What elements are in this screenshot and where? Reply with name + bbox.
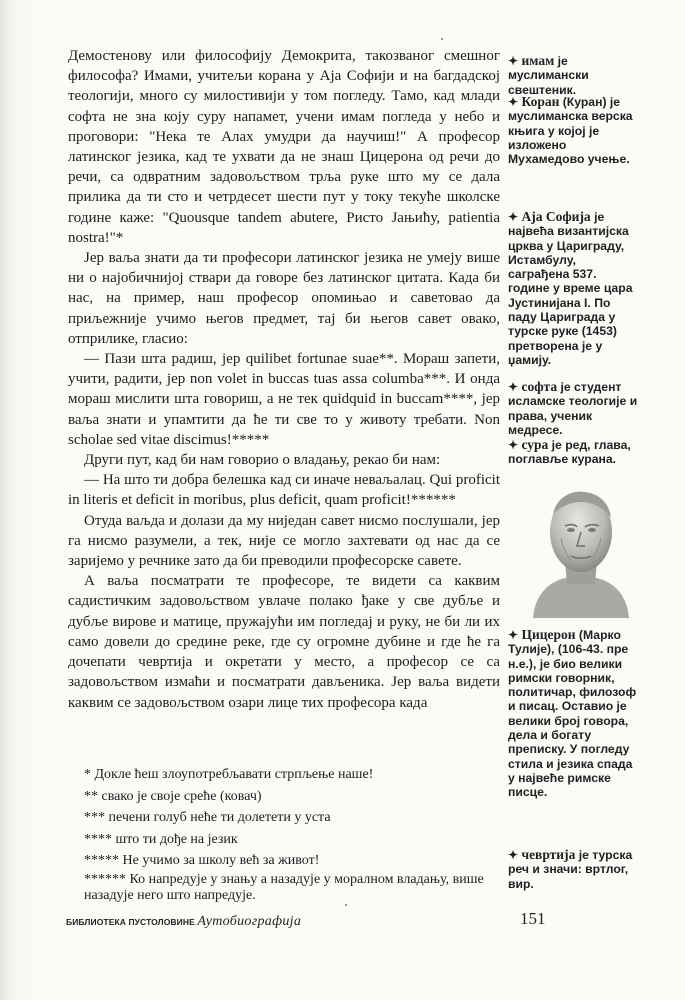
glossary-term: Аја Софија — [521, 209, 591, 224]
footnote: ****** Ко напредује у знању а назадује у моралном владању, више назадује него што напредује. — [84, 871, 484, 903]
glossary-term: сура — [521, 437, 549, 452]
diamond-bullet-icon: ✦ — [508, 54, 519, 68]
paragraph: — Пази шта радиш, јер quilibet fortunae suae**. Мораш запети, учити, радити, јер non volet in buccas tuas assa columba***. И онда мораш мислити шта говориш, а не тек quidquid in buccam****, јер ваља знати и упамтити да ће ти све то у животу требати. Non scholae sed vitae discimus!***** — [68, 351, 500, 448]
paragraph: Јер ваља знати да ти професори латинског језика не умеју више ни о најобичнијој ствари да говоре без латинског цитата. Када би нас, на пример, наш професор опомињао и саветовао да приљежније учимо његов предмет, тај би његов савет овако, отприлике, гласио: — [68, 250, 500, 347]
glossary-definition: је муслимански свештеник. — [508, 54, 589, 97]
page-number: 151 — [520, 909, 546, 928]
paragraph: Други пут, кад би нам говорио о владању, рекао би нам: — [84, 452, 441, 469]
glossary-definition: (Куран) је муслиманска верска књига у којој је изложено Мухамедово учење. — [508, 95, 633, 167]
diamond-bullet-icon: ✦ — [508, 848, 519, 862]
footnotes — [84, 764, 500, 904]
footnote: **** што ти дође на језик — [84, 831, 238, 847]
book-title: Аутобиографија — [197, 914, 302, 929]
running-footer — [66, 914, 301, 930]
main-text-column — [68, 46, 500, 713]
footnote: ** свако је своје среће (ковач) — [84, 788, 262, 804]
footnote: ***** Не учимо за школу већ за живот! — [84, 853, 320, 868]
glossary-entry-aya-sofia — [508, 210, 638, 367]
glossary-definition: је турска реч и значи: вртлог, вир. — [508, 848, 633, 891]
glossary-term: Цицерон — [521, 627, 576, 642]
print-speck — [345, 904, 347, 906]
glossary-term: софта — [521, 379, 558, 394]
glossary-entry-chevrtija — [508, 848, 638, 891]
glossary-entry-softa — [508, 380, 638, 437]
diamond-bullet-icon: ✦ — [508, 210, 519, 224]
glossary-definition: је ред, глава, поглавље курана. — [508, 438, 631, 467]
paragraph: А ваља посматрати те професоре, те видети са каквим садистичким задовољством увлаче полако ђаке у све дубље и дубље вирове и матице, пружајући им погледај и руку, не би ли их само довели до средине реке, где су огромне дубине и где ће га дочепати чевртија и окретати у место, а професор се са задовољством измаћи и посматрати дављеника. Јер ваља видети каквим се задовољством озари лице тих професора када — [68, 573, 500, 711]
diamond-bullet-icon: ✦ — [508, 438, 519, 452]
glossary-term: чевртија — [521, 847, 576, 862]
paragraph: Демостенову или философију Демокрита, такозваног смешног философа? Имами, учитељи корана у Аја Софији и на багдадској теологији, много су милостивији у том погледу. Тамо, кад млади софта не зна коју суру напамет, учени имам погледа у небо и проговори: "Нека те Алах умудри да научиш!" А професор латинског језика, кад те ухвати да не знаш Цицерона од речи до речи, са одвратним задовољством трља руке што му се дала прилика да ти сто и четрдесет шести пут у току текуће школске године каже: "Quousque tandem abutere, Pисто Јањићу, patientia nostra!"* — [68, 48, 500, 246]
glossary-term: Коран — [521, 94, 560, 109]
glossary-definition: (Марко Тулије), (106-43. пре н.е.), је био велики римски говорник, политичар, филозоф и писац. Оставио је велики број говора, дела и богату преписку. У погледу стила и језика спада у највеће римске писце. — [508, 628, 637, 800]
paragraph: Отуда ваљда и долази да му ниједан савет нисмо послушали, јер га нисмо разумели, а тек, није се могло захтевати од нас да се заријемо у речнике зато да би преводили професорске савете. — [68, 512, 500, 570]
paragraph: — На што ти добра белешка кад си иначе неваљалац. Qui proficit in literis et deficit in moribus, plus deficit, quam proficit!****** — [68, 472, 500, 509]
diamond-bullet-icon: ✦ — [508, 95, 519, 109]
diamond-bullet-icon: ✦ — [508, 380, 519, 394]
series-name: БИБЛИОТЕКА ПУСТОЛОВИНЕ — [66, 917, 195, 927]
glossary-definition: је студент исламске теологије и права, ученик медресе. — [508, 380, 638, 437]
footnote: *** печени голуб неће ти долетети у уста — [84, 810, 331, 825]
print-speck — [441, 38, 443, 40]
cicero-bust-image — [527, 482, 634, 618]
glossary-definition: је највећа византијска црква у Цариграду, Истамбулу, саграђена 537. године у време цара Јустинијана I. По паду Цариграда у турске руке (1453) претворена је у џамију. — [508, 210, 633, 367]
glossary-term: имам — [521, 53, 555, 68]
glossary-entry-sura — [508, 438, 638, 467]
glossary-entry-cicero — [508, 628, 638, 800]
glossary-entry-imam — [508, 54, 638, 97]
diamond-bullet-icon: ✦ — [508, 628, 519, 642]
footnote: * Докле ћеш злоупотребљавати стрпљење наше! — [84, 767, 374, 782]
glossary-entry-koran — [508, 95, 638, 166]
